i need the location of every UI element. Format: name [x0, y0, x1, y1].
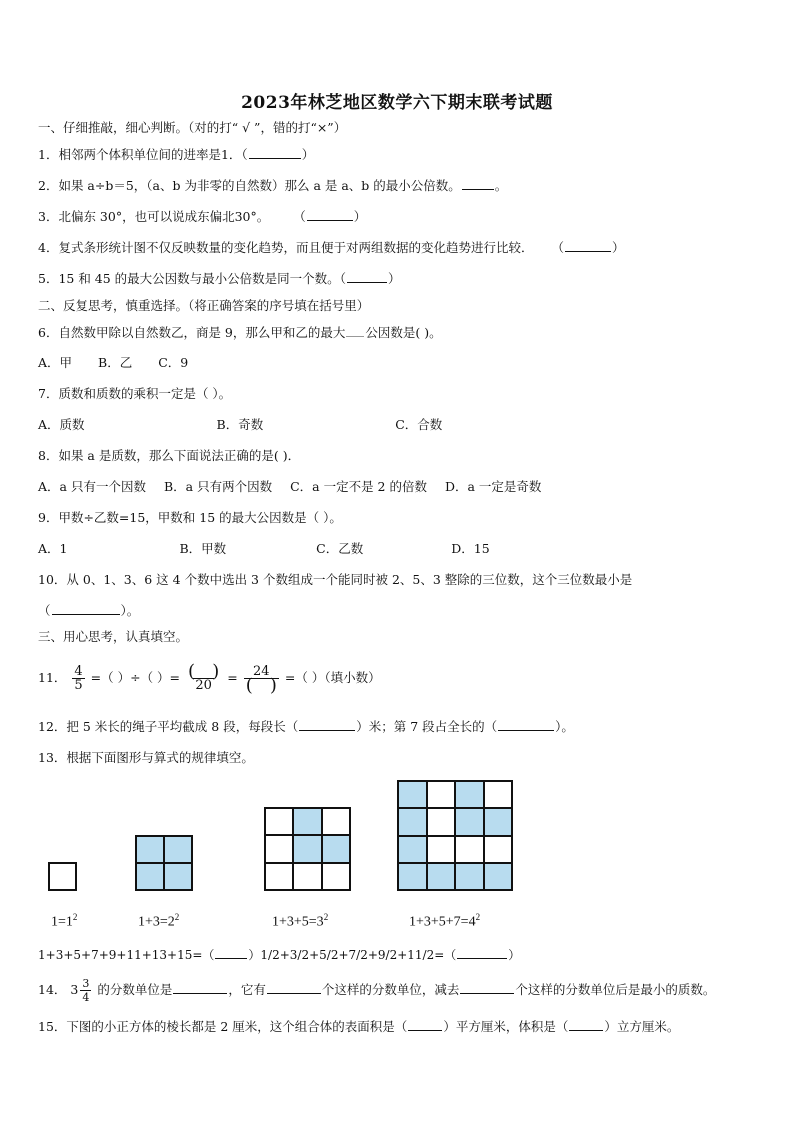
grid-cell: [265, 808, 293, 835]
page-title: 2023年林芝地区数学六下期末联考试题: [241, 93, 553, 113]
grid-cell: [484, 781, 513, 808]
question-13: 13．根据下面图形与算式的规律填空。: [38, 750, 254, 765]
grid-cell: [136, 863, 164, 890]
grid-cell: [484, 836, 513, 863]
caption-4: $1+3+5+7=4^2$: [409, 912, 481, 930]
answer-blank[interactable]: [249, 146, 301, 159]
answer-blank[interactable]: [307, 208, 353, 221]
question-11: 11． $\frac{4}{5}$ =（ ）÷（ ）= $\frac{( )}{20}$ = $\frac{24}{( )}$ =（ ）（填小数）: [38, 661, 381, 696]
answer-blank[interactable]: [267, 981, 321, 994]
option-c[interactable]: C．乙数: [316, 541, 364, 556]
grid-cell: [398, 836, 427, 863]
square-grid-3x3: [264, 807, 351, 891]
grid-cell: [427, 863, 456, 890]
section-2-heading: 二、反复思考，慎重选择。（将正确答案的序号填在括号里）: [38, 298, 370, 313]
question-5: 5．15 和 45 的最大公因数与最小公倍数是同一个数。（ ）: [38, 271, 401, 286]
option-b[interactable]: B．乙: [98, 355, 133, 370]
answer-blank[interactable]: [215, 946, 247, 959]
grid-cell: [455, 781, 484, 808]
grid-cell: [484, 863, 513, 890]
answer-blank[interactable]: [299, 718, 355, 731]
option-a[interactable]: A．质数: [38, 417, 85, 432]
grid-cell: [398, 863, 427, 890]
answer-blank[interactable]: [173, 981, 227, 994]
grid-cell: [398, 808, 427, 835]
mixed-number: 3 $\frac{3}{4}$: [70, 977, 90, 1004]
question-9: 9．甲数÷乙数=15，甲数和 15 的最大公因数是（ ）。: [38, 510, 342, 525]
question-3: 3．北偏东 30°，也可以说成东偏北30°。 （ ）: [38, 209, 367, 224]
question-6: 6．自然数甲除以自然数乙，商是 9，那么甲和乙的最大 公因数是( )。: [38, 325, 442, 340]
grid-cell: [164, 863, 192, 890]
option-c[interactable]: C．合数: [395, 417, 443, 432]
answer-blank[interactable]: [565, 239, 611, 252]
grid-cell: [293, 808, 321, 835]
grid-cell: [427, 808, 456, 835]
option-d[interactable]: D．a 一定是奇数: [444, 479, 542, 494]
question-9-options: [38, 540, 490, 558]
question-2: 2．如果 a÷b＝5，（a、b 为非零的自然数）那么 a 是 a、b 的最小公倍数。 。: [38, 178, 508, 193]
grid-cell: [293, 835, 321, 862]
square-grid-1x1: [48, 862, 77, 891]
option-b[interactable]: B．甲数: [179, 541, 227, 556]
section-3-heading: 三、用心思考，认真填空。: [38, 629, 189, 644]
option-b[interactable]: B．奇数: [216, 417, 264, 432]
grid-cell: [322, 808, 350, 835]
grid-cell: [265, 863, 293, 890]
question-7: 7．质数和质数的乘积一定是（ ）。: [38, 386, 232, 401]
option-a[interactable]: A．甲: [38, 355, 73, 370]
option-c[interactable]: C．9: [158, 355, 189, 370]
question-7-options: [38, 416, 442, 434]
grid-cell: [49, 863, 76, 890]
grid-cell: [455, 836, 484, 863]
question-15: 15．下图的小正方体的棱长都是 2 厘米，这个组合体的表面积是（ ）平方厘米，体积是（ ）立方厘米。: [38, 1019, 680, 1034]
question-8-options: [38, 478, 541, 496]
fraction-blank-over-20: $\frac{( )}{20}$: [188, 661, 220, 693]
grid-cell: [136, 836, 164, 863]
option-b[interactable]: B．a 只有两个因数: [163, 479, 273, 494]
option-d[interactable]: D．15: [451, 541, 490, 556]
answer-blank[interactable]: [569, 1018, 603, 1031]
question-10: 10．从 0、1、3、6 这 4 个数中选出 3 个数组成一个能同时被 2、5、3 整除的三位数，这个三位数最小是: [38, 572, 633, 587]
square-grid-2x2: [135, 835, 193, 891]
fraction-four-fifths: $\frac{4}{5}$: [74, 664, 83, 693]
grid-cell: [322, 835, 350, 862]
fraction-24-over-blank: $\frac{24}{( )}$: [245, 664, 277, 696]
grid-cell: [164, 836, 192, 863]
grid-cell: [455, 808, 484, 835]
question-14: 14． 3 $\frac{3}{4}$ 的分数单位是 ，它有 个这样的分数单位，减去 个这样的分数单位后是最小的质数。: [38, 977, 716, 1004]
option-a[interactable]: A．a 只有一个因数: [38, 479, 146, 494]
grid-cell: [427, 781, 456, 808]
grid-cell: [484, 808, 513, 835]
question-10-answer: （ ）。: [38, 603, 140, 618]
square-grid-4x4: [397, 780, 513, 891]
grid-cell: [293, 863, 321, 890]
question-6-options: [38, 354, 188, 372]
answer-blank[interactable]: [460, 981, 514, 994]
question-8: 8．如果 a 是质数，那么下面说法正确的是( )．: [38, 448, 301, 463]
grid-cell: [322, 863, 350, 890]
caption-3: $1+3+5=3^2$: [272, 912, 329, 930]
grid-cell: [455, 863, 484, 890]
answer-blank[interactable]: [52, 602, 120, 615]
caption-1: $1=1^2$: [51, 912, 78, 930]
section-1-heading: 一、仔细推敲，细心判断。（对的打“ √ ”，错的打“×”）: [38, 120, 347, 135]
option-a[interactable]: A．1: [38, 541, 68, 556]
answer-blank[interactable]: [457, 946, 507, 959]
question-12: 12．把 5 米长的绳子平均截成 8 段，每段长（ ）米；第 7 段占全长的（ ）。: [38, 719, 574, 734]
caption-2: $1+3=2^2$: [138, 912, 180, 930]
answer-blank[interactable]: [347, 270, 387, 283]
grid-cell: [265, 835, 293, 862]
question-4: 4．复式条形统计图不仅反映数量的变化趋势，而且便于对两组数据的变化趋势进行比较． （ ）: [38, 240, 625, 255]
grid-cell: [427, 836, 456, 863]
question-1: 1．相邻两个体积单位间的进率是1．（ ）: [38, 147, 315, 162]
answer-blank[interactable]: [462, 177, 494, 190]
grid-cell: [398, 781, 427, 808]
option-c[interactable]: C．a 一定不是 2 的倍数: [290, 479, 427, 494]
answer-blank[interactable]: [498, 718, 554, 731]
question-13-fill: 1+3+5+7+9+11+13+15=（ ）1/2+3/2+5/2+7/2+9/2+11/2=（ ）: [38, 948, 521, 962]
answer-blank[interactable]: [408, 1018, 442, 1031]
